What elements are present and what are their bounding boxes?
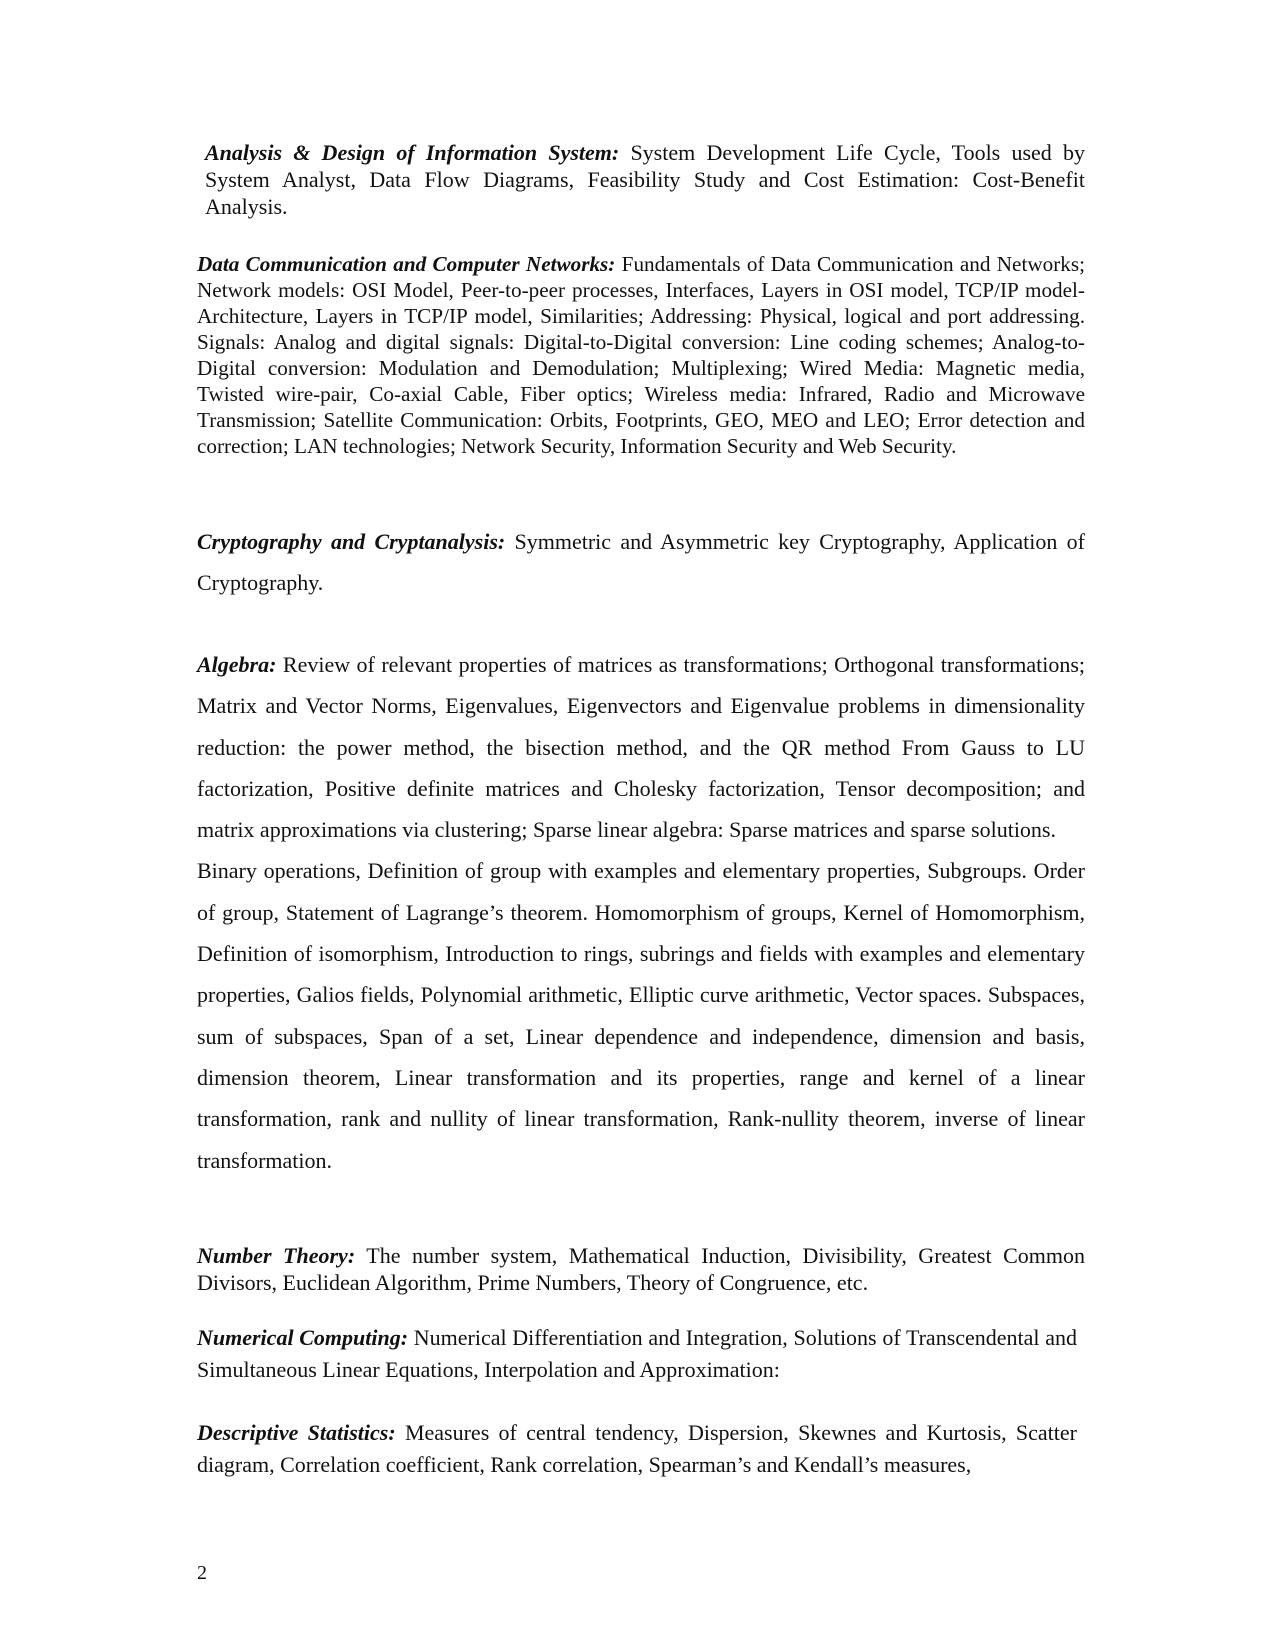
section-heading: Number Theory:	[197, 1243, 356, 1268]
section-numerical-computing	[197, 1322, 1077, 1386]
section-paragraph	[197, 521, 1085, 603]
section-descriptive-statistics	[197, 1417, 1077, 1481]
section-cryptography	[197, 521, 1085, 603]
section-body: Fundamentals of Data Communication and Networks; Network models: OSI Model, Peer-to-peer processes, Interfaces, Layers in OSI model, TCP/IP model-Architecture, Layers in TCP/IP model, Similarities; Addressing: Physical, logical and port addressing. Signals: Analog and digital signals: Digital-to-Digital conversion: Line coding schemes; Analog-to-Digital conversion: Modulation and Demodulation; Multiplexing; Wired Media: Magnetic media, Twisted wire-pair, Co-axial Cable, Fiber optics; Wireless media: Infrared, Radio and Microwave Transmission; Satellite Communication: Orbits, Footprints, GEO, MEO and LEO; Error detection and correction; LAN technologies; Network Security, Information Security and Web Security.	[197, 252, 1086, 458]
section-heading: Numerical Computing:	[197, 1325, 409, 1350]
section-body: Numerical Differentiation and Integration, Solutions of Transcendental and Simultaneous Linear Equations, Interpolation and Approximation:	[197, 1325, 1077, 1382]
section-heading: Cryptography and Cryptanalysis:	[197, 529, 506, 554]
section-heading: Descriptive Statistics:	[197, 1420, 396, 1445]
section-paragraph-2: Binary operations, Definition of group with examples and elementary properties, Subgroups. Order of group, Statement of Lagrange’s theorem. Homomorphism of groups, Kernel of Homomorphism, Definition of isomorphism, Introduction to rings, subrings and fields with examples and elementary properties, Galios fields, Polynomial arithmetic, Elliptic curve arithmetic, Vector spaces. Subspaces, sum of subspaces, Span of a set, Linear dependence and independence, dimension and basis, dimension theorem, Linear transformation and its properties, range and kernel of a linear transformation, rank and nullity of linear transformation, Rank-nullity theorem, inverse of linear transformation.	[197, 858, 1085, 1173]
section-paragraph	[197, 644, 1085, 850]
section-paragraph	[197, 1417, 1077, 1481]
section-algebra	[197, 644, 1085, 1181]
section-paragraph	[197, 1242, 1085, 1296]
page-number: 2	[197, 1562, 207, 1584]
section-data-communication	[197, 251, 1085, 459]
section-body: Measures of central tendency, Dispersion, Skewnes and Kurtosis, Scatter diagram, Correlation coefficient, Rank correlation, Spearman’s and Kendall’s measures,	[197, 1420, 1077, 1477]
section-paragraph	[205, 139, 1085, 220]
section-paragraph	[197, 1322, 1077, 1386]
section-heading: Data Communication and Computer Networks:	[197, 252, 616, 276]
section-paragraph	[197, 251, 1085, 459]
section-analysis-design	[205, 139, 1085, 220]
section-body: System Development Life Cycle, Tools used by System Analyst, Data Flow Diagrams, Feasibility Study and Cost Estimation: Cost-Benefit Analysis.	[205, 140, 1085, 219]
section-body: Review of relevant properties of matrices as transformations; Orthogonal transformations; Matrix and Vector Norms, Eigenvalues, Eigenvectors and Eigenvalue problems in dimensionality reduction: the power method, the bisection method, and the QR method From Gauss to LU factorization, Positive definite matrices and Cholesky factorization, Tensor decomposition; and matrix approximations via clustering; Sparse linear algebra: Sparse matrices and sparse solutions.	[197, 652, 1085, 843]
section-number-theory	[197, 1242, 1085, 1296]
section-heading: Algebra:	[197, 652, 277, 677]
section-heading: Analysis & Design of Information System:	[205, 140, 620, 165]
section-body: The number system, Mathematical Induction, Divisibility, Greatest Common Divisors, Euclidean Algorithm, Prime Numbers, Theory of Congruence, etc.	[197, 1243, 1085, 1295]
section-body: Symmetric and Asymmetric key Cryptography, Application of Cryptography.	[197, 529, 1085, 595]
